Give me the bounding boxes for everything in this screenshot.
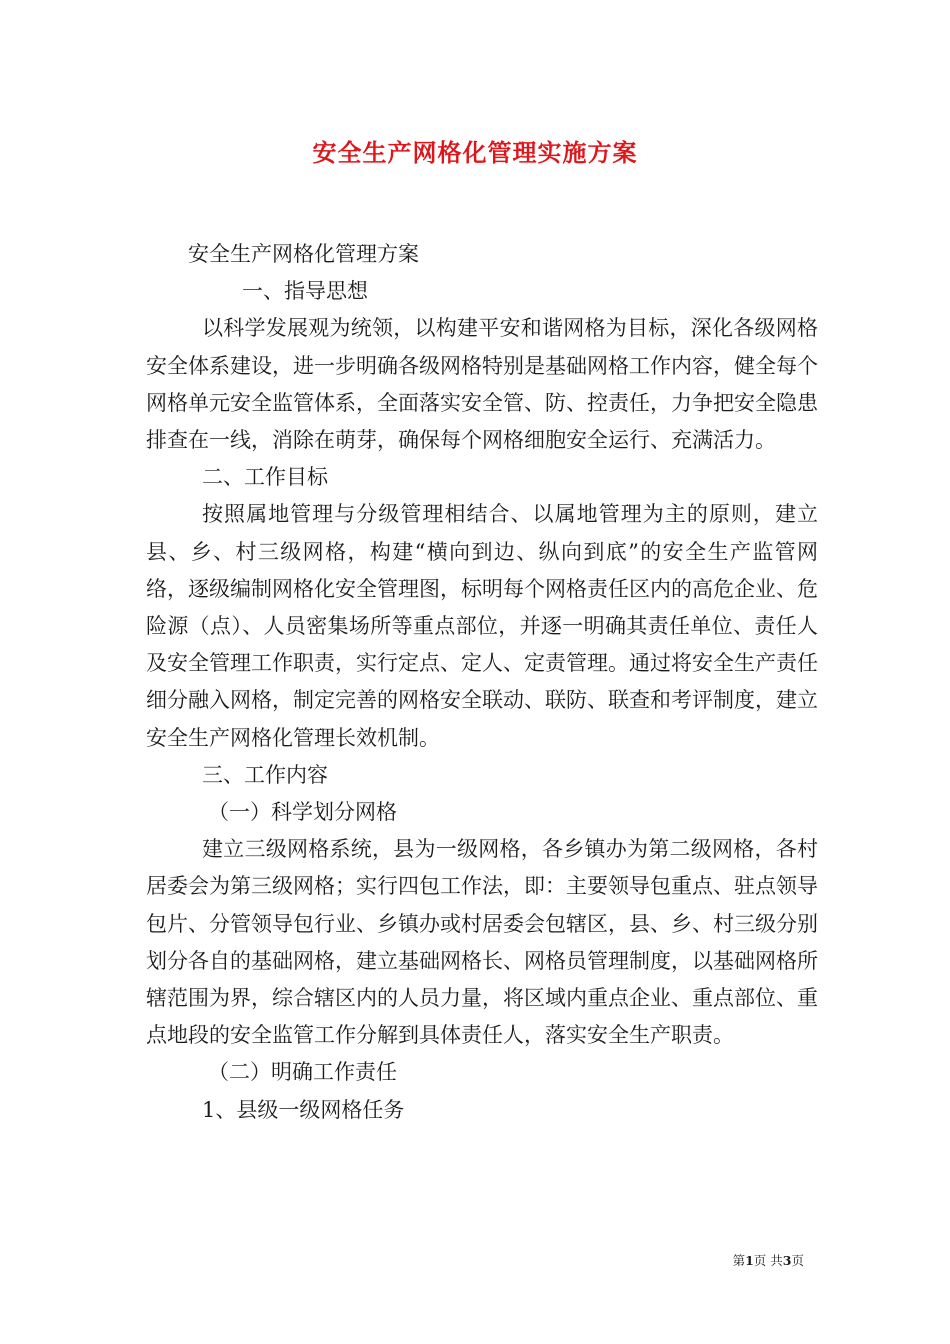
numbered-item-county-grid: 1、县级一级网格任务 xyxy=(202,1097,405,1122)
section-heading-guiding-ideology: 一、指导思想 xyxy=(242,279,368,304)
paragraph-work-goals: 按照属地管理与分级管理相结合、以属地管理为主的原则，建立县、乡、村三级网格，构建“横向到边、纵向到底”的安全生产监管网络，逐级编制网格化安全管理图，标明每个网格责任区内的高危企业、危险源（点）、人员密集场所等重点部位，并逐一明确其责任单位、责任人及安全管理工作职责，实行定点、定人、定责管理。通过将安全生产责任细分融入网格，制定完善的网格安全联动、联防、联查和考评制度，建立安全生产网格化管理长效机制。 xyxy=(146,502,818,750)
footer-prefix: 第 xyxy=(732,1253,746,1268)
footer-middle: 页 共 xyxy=(753,1253,783,1268)
subsection-heading-grid-division: （一）科学划分网格 xyxy=(208,800,397,825)
page-number-footer xyxy=(733,1251,804,1269)
paragraph-guiding-ideology: 以科学发展观为统领，以构建平安和谐网格为目标，深化各级网格安全体系建设，进一步明确各级网格特别是基础网格工作内容，健全每个网格单元安全监管体系，全面落实安全管、防、控责任，力争把安全隐患排查在一线，消除在萌芽，确保每个网格细胞安全运行、充满活力。 xyxy=(146,316,818,453)
subsection-heading-responsibilities: （二）明确工作责任 xyxy=(208,1060,397,1085)
paragraph-grid-division: 建立三级网格系统，县为一级网格，各乡镇办为第二级网格，各村居委会为第三级网格；实行四包工作法，即：主要领导包重点、驻点领导包片、分管领导包行业、乡镇办或村居委会包辖区，县、乡、村三级分别划分各自的基础网格，建立基础网格长、网格员管理制度，以基础网格所辖范围为界，综合辖区内的人员力量，将区域内重点企业、重点部位、重点地段的安全监管工作分解到具体责任人，落实安全生产职责。 xyxy=(146,837,818,1048)
section-heading-work-content: 三、工作内容 xyxy=(202,762,328,787)
document-body xyxy=(146,236,818,1129)
footer-current-page: 1 xyxy=(745,1253,754,1268)
document-title: 安全生产网格化管理实施方案 xyxy=(312,138,638,167)
document-subtitle: 安全生产网格化管理方案 xyxy=(188,242,419,266)
section-heading-work-goals: 二、工作目标 xyxy=(202,465,328,490)
footer-total-pages: 3 xyxy=(782,1253,792,1268)
footer-suffix: 页 xyxy=(791,1253,804,1268)
